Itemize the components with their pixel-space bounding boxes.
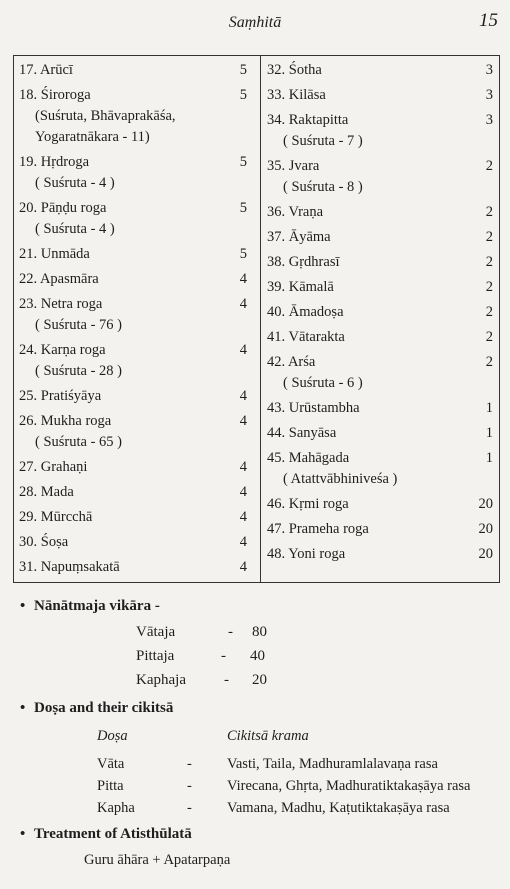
disease-name: 46. Kṛmi roga: [267, 496, 349, 512]
disease-count: 4: [239, 509, 247, 525]
disease-count: 4: [239, 534, 247, 550]
table-row: [19, 507, 247, 528]
table-row: [19, 85, 247, 148]
running-title: Saṃhitā: [228, 14, 282, 31]
disease-count-table: [13, 55, 500, 583]
table-row: [267, 156, 493, 198]
disease-name: 17. Arūcī: [19, 62, 73, 78]
disease-name: 47. Prameha roga: [267, 521, 369, 537]
disease-name: 21. Unmāda: [19, 246, 90, 262]
disease-name: 40. Āmadoṣa: [267, 304, 344, 320]
table-row: [19, 152, 247, 194]
table-row: [267, 494, 493, 515]
table-row: [267, 327, 493, 348]
disease-count: 2: [485, 204, 493, 220]
disease-name: 25. Pratiśyāya: [19, 388, 102, 404]
table-left-column: [19, 60, 247, 582]
bullet-icon: •: [20, 826, 26, 842]
disease-count: 5: [239, 154, 247, 170]
disease-count: 3: [485, 87, 493, 103]
disease-count: 3: [485, 62, 493, 78]
dosa-name: Kapha: [97, 800, 135, 816]
disease-name: 45. Mahāgada: [267, 450, 350, 466]
cikitsa-krama: Virecana, Ghṛta, Madhuratiktakaṣāya rasa: [227, 778, 471, 794]
disease-count: 5: [239, 62, 247, 78]
table-row: [267, 352, 493, 394]
disease-count: 4: [239, 388, 247, 404]
disease-note: ( Suśruta - 4 ): [35, 221, 115, 237]
table-row: [19, 244, 247, 265]
disease-name: 33. Kilāsa: [267, 87, 326, 103]
disease-count: 2: [485, 279, 493, 295]
dosa-heading-text: Doṣa and their cikitsā: [34, 700, 174, 716]
table-row: [267, 277, 493, 298]
disease-count: 20: [478, 496, 493, 512]
table-row: [267, 302, 493, 323]
disease-count: 20: [478, 546, 493, 562]
table-row: [267, 110, 493, 152]
disease-name: 19. Hṛdroga: [19, 154, 90, 170]
dosa-name: Vāta: [97, 756, 125, 772]
column-divider: [260, 56, 261, 582]
disease-name: 23. Netra roga: [19, 296, 103, 312]
disease-note: ( Suśruta - 65 ): [35, 434, 122, 450]
page-number: 15: [479, 10, 498, 31]
cikitsa-krama: Vasti, Taila, Madhuramlalavaṇa rasa: [227, 756, 438, 772]
table-row: [19, 386, 247, 407]
dosa-dash: -: [187, 756, 192, 772]
disease-name: 37. Āyāma: [267, 229, 331, 245]
cikitsa-column-header: Cikitsā krama: [227, 728, 309, 744]
table-row: [19, 294, 247, 336]
bullet-icon: •: [20, 598, 26, 614]
disease-name: 26. Mukha roga: [19, 413, 112, 429]
bullet-icon: •: [20, 700, 26, 716]
disease-note: ( Suśruta - 76 ): [35, 317, 122, 333]
disease-count: 2: [485, 229, 493, 245]
disease-note: ( Suśruta - 8 ): [283, 179, 363, 195]
table-row: [267, 85, 493, 106]
table-row: [267, 60, 493, 81]
nanatmaja-label: Pittaja: [136, 648, 175, 664]
disease-name: 42. Arśa: [267, 354, 316, 370]
table-row: [267, 202, 493, 223]
disease-note: ( Atattvābhiniveśa ): [283, 471, 398, 487]
disease-name: 38. Gṛdhrasī: [267, 254, 340, 270]
disease-note: ( Suśruta - 4 ): [35, 175, 115, 191]
dosa-column-header: Doṣa: [97, 728, 128, 744]
nanatmaja-dash: -: [221, 648, 226, 664]
disease-name: 39. Kāmalā: [267, 279, 334, 295]
table-row: [19, 532, 247, 553]
table-row: [19, 482, 247, 503]
table-row: [19, 340, 247, 382]
disease-name: 44. Sanyāsa: [267, 425, 337, 441]
table-row: [19, 557, 247, 578]
dosa-dash: -: [187, 778, 192, 794]
disease-count: 4: [239, 296, 247, 312]
disease-count: 5: [239, 246, 247, 262]
nanatmaja-dash: -: [228, 624, 233, 640]
disease-name: 36. Vraṇa: [267, 204, 324, 220]
nanatmaja-value: 80: [252, 624, 267, 640]
table-row: [19, 60, 247, 81]
disease-count: 5: [239, 87, 247, 103]
disease-count: 4: [239, 271, 247, 287]
nanatmaja-label: Kaphaja: [136, 672, 186, 688]
disease-name: 41. Vātarakta: [267, 329, 345, 345]
dosa-dash: -: [187, 800, 192, 816]
table-row: [19, 269, 247, 290]
disease-name: 18. Śiroroga: [19, 87, 91, 103]
table-row: [267, 423, 493, 444]
disease-count: 1: [485, 425, 493, 441]
disease-name: 35. Jvara: [267, 158, 320, 174]
disease-note: ( Suśruta - 7 ): [283, 133, 363, 149]
disease-count: 4: [239, 342, 247, 358]
nanatmaja-dash: -: [224, 672, 229, 688]
disease-note: Yogaratnākara - 11): [35, 129, 150, 145]
disease-name: 20. Pāṇḍu roga: [19, 200, 107, 216]
dosa-heading: [20, 700, 173, 717]
nanatmaja-value: 40: [250, 648, 265, 664]
disease-name: 24. Karṇa roga: [19, 342, 106, 358]
page-header: [0, 10, 510, 36]
disease-count: 1: [485, 400, 493, 416]
disease-count: 20: [478, 521, 493, 537]
table-row: [19, 411, 247, 453]
disease-count: 2: [485, 329, 493, 345]
table-row: [267, 448, 493, 490]
nanatmaja-heading-text: Nānātmaja vikāra -: [34, 598, 160, 614]
nanatmaja-heading: [20, 598, 160, 615]
atisthulata-heading-text: Treatment of Atisthūlatā: [34, 826, 192, 842]
nanatmaja-list: [0, 624, 510, 694]
table-row: [267, 544, 493, 565]
disease-name: 48. Yoni roga: [267, 546, 346, 562]
disease-count: 2: [485, 304, 493, 320]
disease-note: ( Suśruta - 28 ): [35, 363, 122, 379]
disease-name: 22. Apasmāra: [19, 271, 99, 287]
table-row: [19, 457, 247, 478]
disease-count: 2: [485, 254, 493, 270]
disease-count: 1: [485, 450, 493, 466]
disease-note: (Suśruta, Bhāvaprakāśa,: [35, 108, 176, 124]
cikitsa-krama: Vamana, Madhu, Kaṭutiktakaṣāya rasa: [227, 800, 450, 816]
table-row: [267, 519, 493, 540]
disease-count: 4: [239, 559, 247, 575]
disease-name: 30. Śoṣa: [19, 534, 69, 550]
disease-count: 3: [485, 112, 493, 128]
atisthulata-treatment: Guru āhāra + Apatarpaṇa: [84, 852, 231, 868]
table-right-column: [267, 60, 493, 569]
disease-note: ( Suśruta - 6 ): [283, 375, 363, 391]
disease-count: 4: [239, 484, 247, 500]
disease-name: 29. Mūrcchā: [19, 509, 93, 525]
table-row: [267, 398, 493, 419]
disease-name: 43. Urūstambha: [267, 400, 360, 416]
table-row: [267, 227, 493, 248]
disease-name: 31. Napuṃsakatā: [19, 559, 120, 575]
disease-name: 32. Śotha: [267, 62, 322, 78]
disease-name: 28. Mada: [19, 484, 74, 500]
disease-count: 5: [239, 200, 247, 216]
dosa-name: Pitta: [97, 778, 124, 794]
disease-count: 4: [239, 459, 247, 475]
table-row: [19, 198, 247, 240]
disease-count: 4: [239, 413, 247, 429]
nanatmaja-value: 20: [252, 672, 267, 688]
atisthulata-heading: [20, 826, 192, 843]
disease-count: 2: [485, 354, 493, 370]
disease-count: 2: [485, 158, 493, 174]
nanatmaja-label: Vātaja: [136, 624, 176, 640]
disease-name: 34. Raktapitta: [267, 112, 349, 128]
disease-name: 27. Grahaṇi: [19, 459, 88, 475]
table-row: [267, 252, 493, 273]
